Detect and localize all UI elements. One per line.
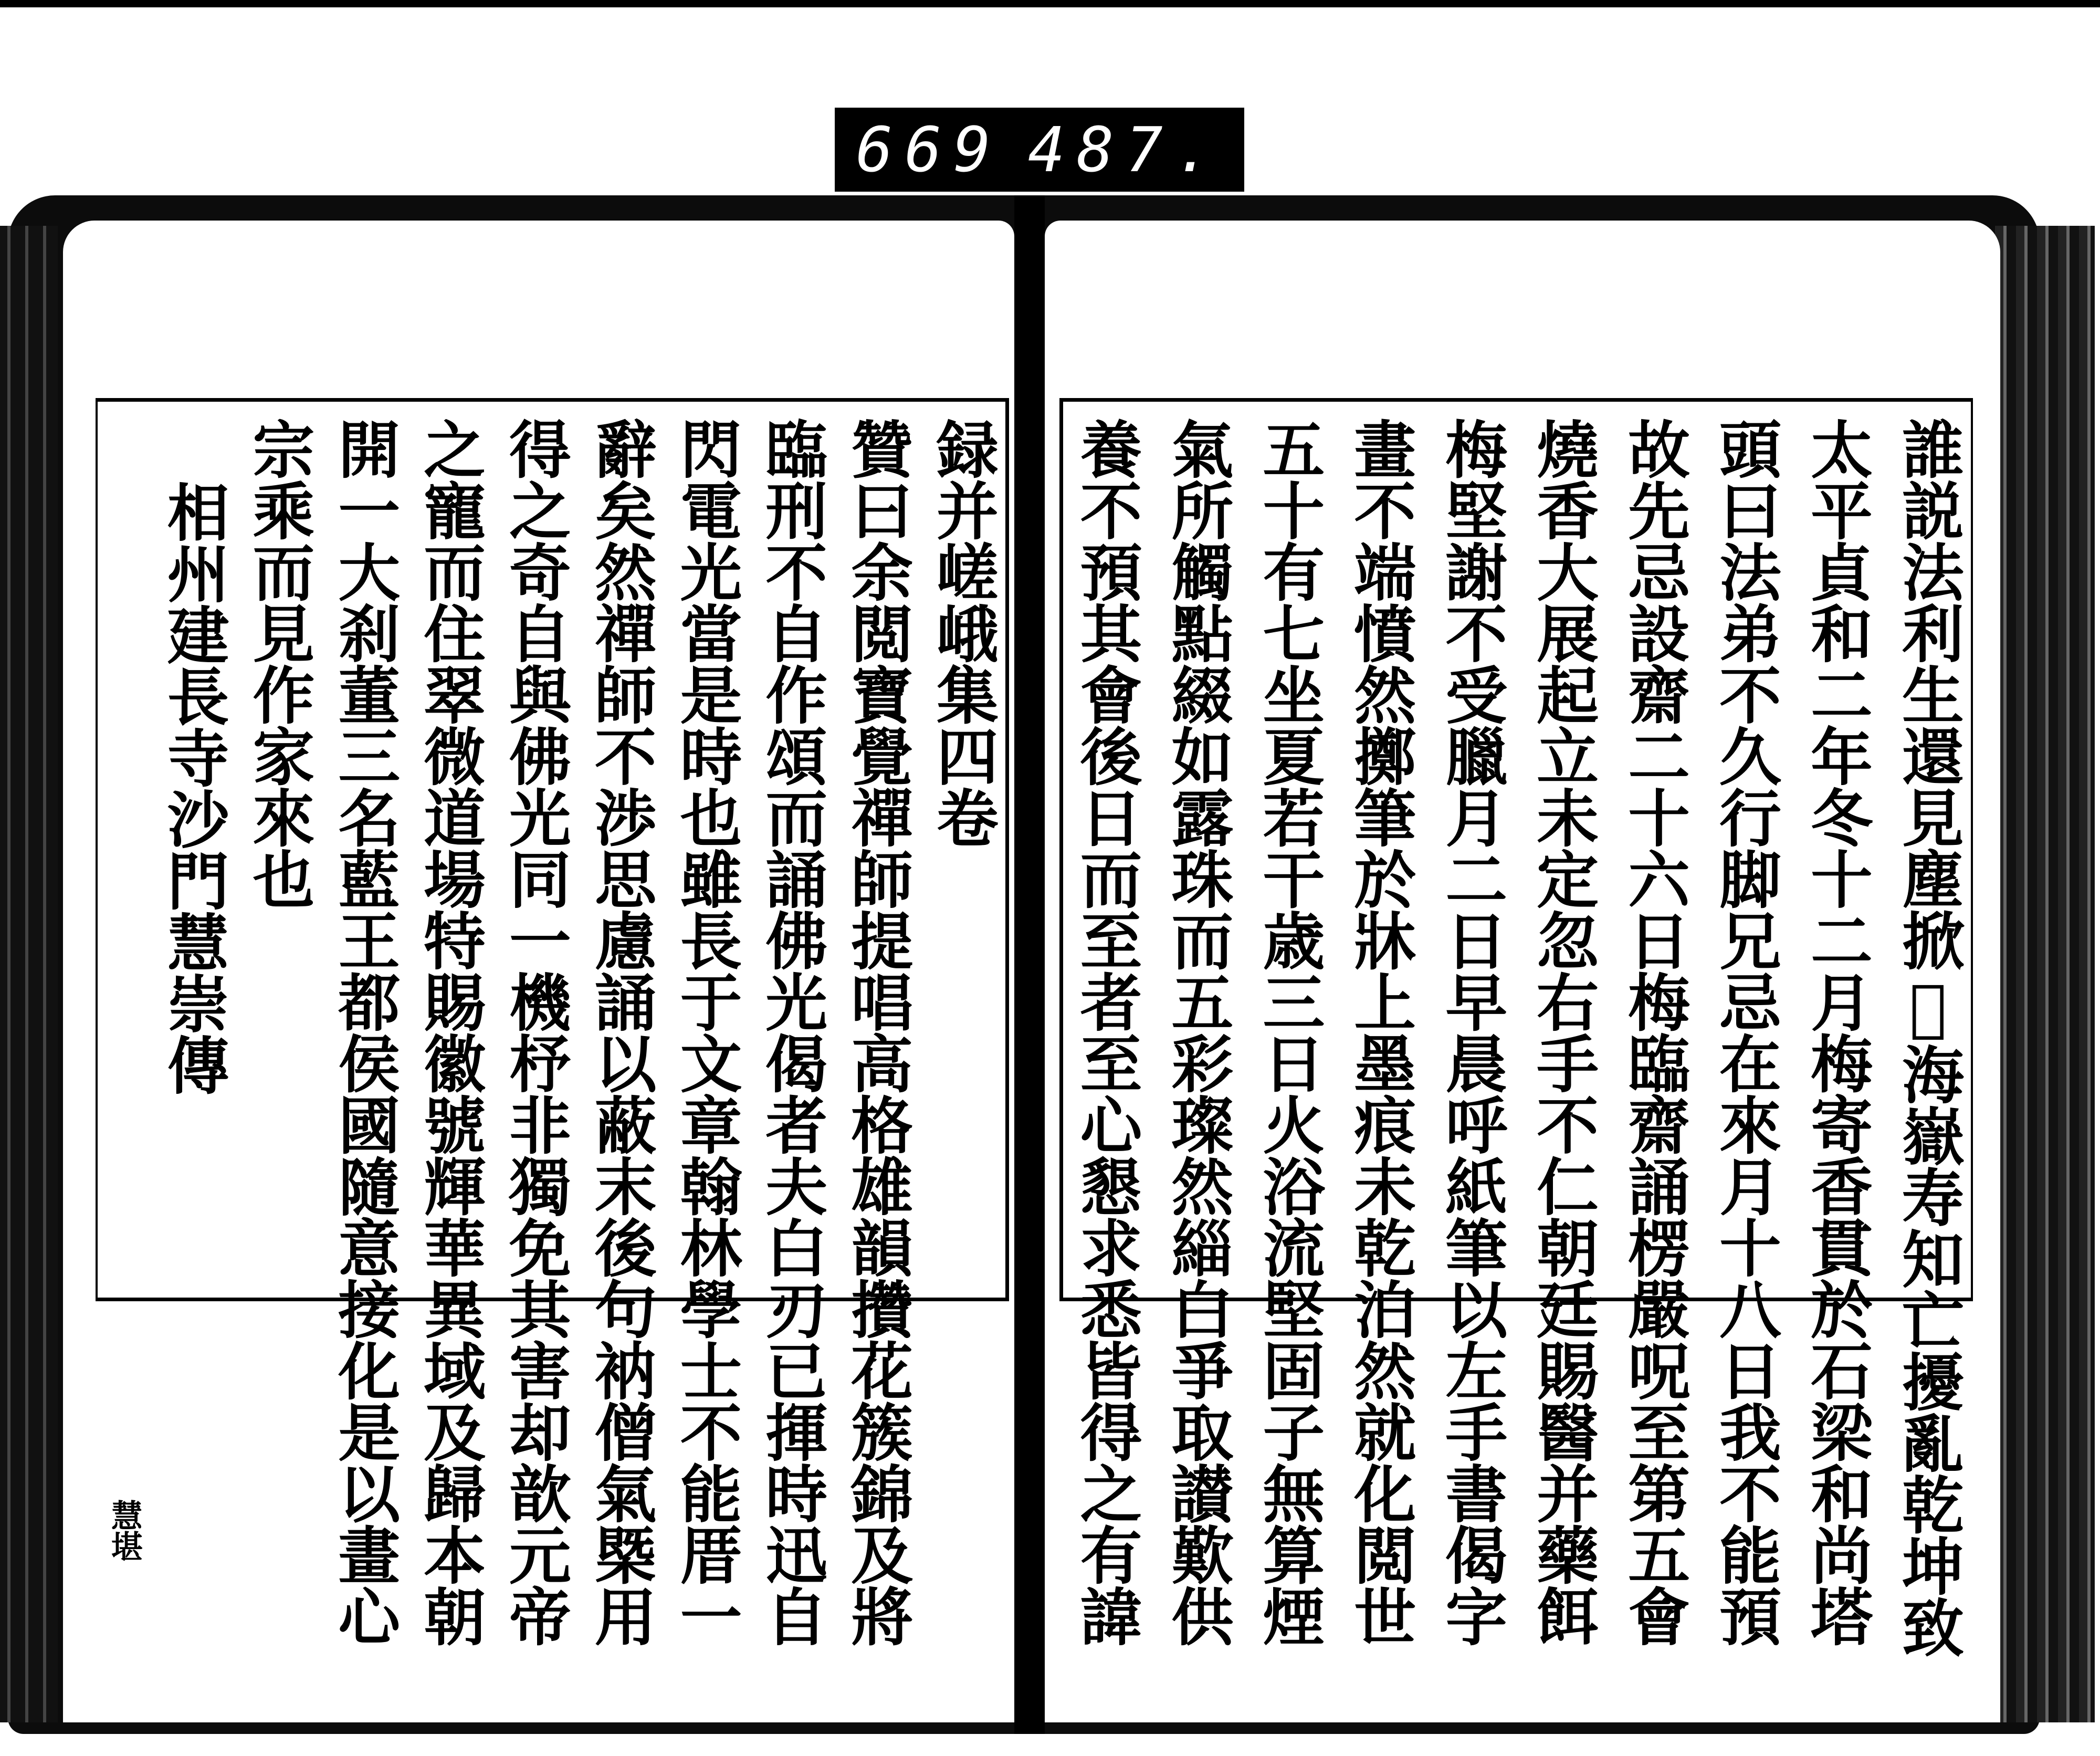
text-column: 畫不端憤然擲筆於牀上墨痕未乾泊然就化閲世	[1343, 417, 1417, 1646]
text-column: 頭曰法弟不久行脚兄忌在來月十八日我不能預	[1709, 417, 1782, 1646]
right-page-columns	[1069, 417, 1965, 1657]
text-column: 之寵而住翠微道場特賜徽號輝華異域及歸本朝	[413, 417, 487, 1646]
text-column: 氣所觸點綴如露珠而五彩璨然緇白爭取讃歎供	[1161, 417, 1234, 1646]
frame-number-right: 487.	[1027, 113, 1223, 186]
right-page-text-frame	[1059, 398, 1973, 1657]
text-column: 臨刑不自作頌而誦佛光偈者夫白刃已揮時迅自	[755, 417, 828, 1646]
text-column: 五十有七坐夏若干歳三日火浴流堅固子無算煙	[1252, 417, 1326, 1646]
text-column: 贊曰余閲寶覺禪師提唱高格雄韻攢花簇錦及將	[841, 417, 914, 1646]
scan-mark	[604, 0, 611, 7]
text-column: 誰説法利生還見塵掀𡂶海嶽寿知亡擾亂乾坤致	[1891, 417, 1965, 1657]
text-column: 録并嵯峨集四卷	[926, 417, 999, 848]
text-column: 閃電光當是時也雖長于文章翰林學士不能厝一	[669, 417, 743, 1646]
adjacent-page-edge-left	[0, 226, 58, 1722]
author-note: 慧堪	[106, 1499, 143, 1561]
text-column: 太平貞和二年冬十二月梅寄香貫於石梁和尚塔	[1800, 417, 1873, 1646]
text-column: 故先忌設齋二十六日梅臨齋誦楞嚴呪至第五會	[1618, 417, 1691, 1646]
text-column: 開一大刹董三名藍王都侯國隨意接化是以畫心	[328, 417, 401, 1646]
text-column: 得之奇自與佛光同一機杼非獨免其害却歆元帝	[498, 417, 572, 1646]
author-line: 相州建長寺沙門慧崇傳	[156, 480, 230, 1095]
book-spine	[1014, 195, 1045, 1734]
adjacent-page-edge-right	[1995, 226, 2095, 1722]
left-page-text-frame	[96, 398, 1009, 1646]
text-column: 養不預其會後日而至者至心懇求悉皆得之有諱	[1069, 417, 1143, 1646]
text-column: 宗乘而見作家來也	[242, 417, 316, 909]
left-page-columns	[106, 417, 999, 1646]
frame-number-label	[835, 108, 1244, 192]
scan-mark	[1024, 0, 1031, 7]
text-column: 辭矣然禪師不渉思慮誦以蔽末後句衲僧氣槩用	[584, 417, 657, 1646]
text-column: 梅堅謝不受臘月二日早晨呼紙筆以左手書偈字	[1435, 417, 1508, 1646]
frame-number-left: 669	[856, 113, 1003, 186]
text-column: 燒香大展起立未定忽右手不仁朝廷賜醫并藥餌	[1526, 417, 1600, 1646]
scan-top-edge	[0, 0, 2100, 7]
